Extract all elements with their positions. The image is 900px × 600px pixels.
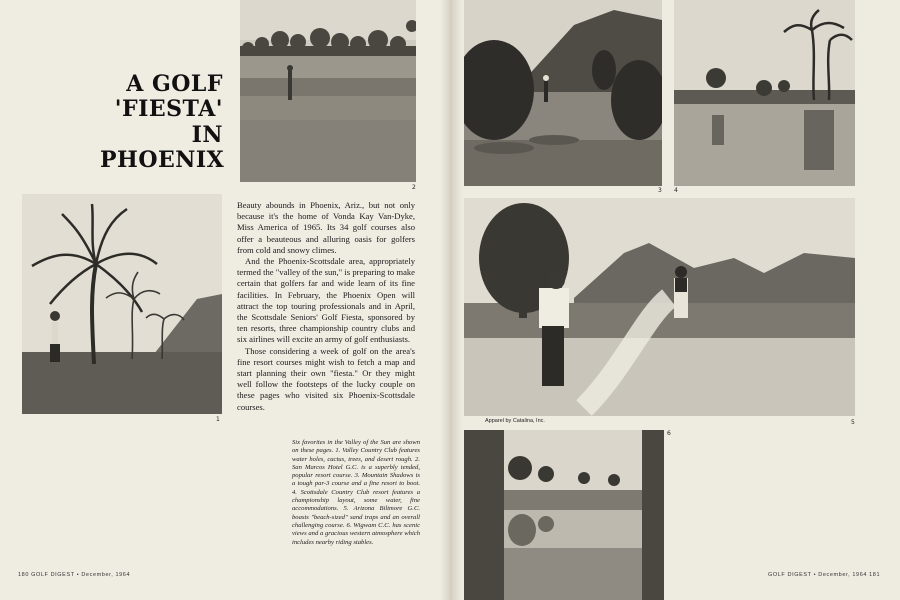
body-paragraph: Those considering a week of golf on the area's fine resort courses might wish to fetch a map and start planning their own "fiesta." Or they might well follow the footsteps of the lucky couple on these pages who visited six Phoenix-Scottsdale courses.	[237, 345, 415, 412]
photo-valley-country-club	[22, 194, 222, 414]
photo-number-3: 3	[658, 187, 662, 194]
photo-number-2: 2	[412, 184, 416, 191]
photo-mountain-shadows	[464, 0, 662, 186]
photo-wigwam	[464, 430, 664, 600]
title-line: 'FIESTA'	[114, 96, 223, 123]
body-paragraph: Beauty abounds in Phoenix, Ariz., but not only because it's the home of Vonda Kay Van-Dyke, Miss America of 1965. Its 34 golf courses also offer a beauteous and alluring oasis for golfers from cold and snowy climes.	[237, 200, 415, 255]
folio-right: GOLF DIGEST • December, 1964 181	[768, 572, 881, 578]
page-gutter	[440, 0, 462, 600]
photo-credit: Apparel by Catalina, Inc.	[485, 418, 545, 424]
folio-left: 180 GOLF DIGEST • December, 1964	[18, 572, 131, 578]
photo-number-6: 6	[667, 430, 671, 437]
photo-scottsdale-country-club	[674, 0, 855, 186]
title-line: PHOENIX	[100, 146, 225, 173]
title-line: IN	[191, 121, 223, 148]
body-paragraph: And the Phoenix-Scottsdale area, appropriately termed the "valley of the sun," is preparing to make certain that golfers far and wide learn of its fine facilities. In February, the Phoenix Open will attract the top touring professionals and in April, the Scottsdale Seniors' Golf Fiesta, sponsored by ten resorts, three championship country clubs and six airlines will excite an army of golf enthusiasts.	[237, 256, 415, 345]
title-line: A GOLF	[126, 71, 223, 97]
photo-number-4: 4	[674, 187, 678, 194]
photo-arizona-biltmore	[464, 198, 855, 416]
photo-san-marcos	[240, 0, 416, 182]
article-body	[237, 200, 415, 413]
photo-number-5: 5	[851, 419, 855, 426]
photo-number-1: 1	[216, 416, 220, 423]
photo-caption: Six favorites in the Valley of the Sun are shown on these pages. 1. Valley Country Club features water holes, cactus, trees, and desert rough. 2. San Marcos Hotel G.C. is a superbly tended, popular resort course. 3. Mountain Shadows is a tough par-3 course and a fine resort to boot. 4. Scottsdale Country Club resort features a championship layout, some water, fine accommodations. 5. Arizona Biltmore G.C. boasts "beach-sized" sand traps and an overall challenging course. 6. Wigwam C.C. has scenic views and a gracious western atmosphere which includes nearby riding stables.	[292, 439, 420, 546]
article-title	[100, 72, 223, 173]
